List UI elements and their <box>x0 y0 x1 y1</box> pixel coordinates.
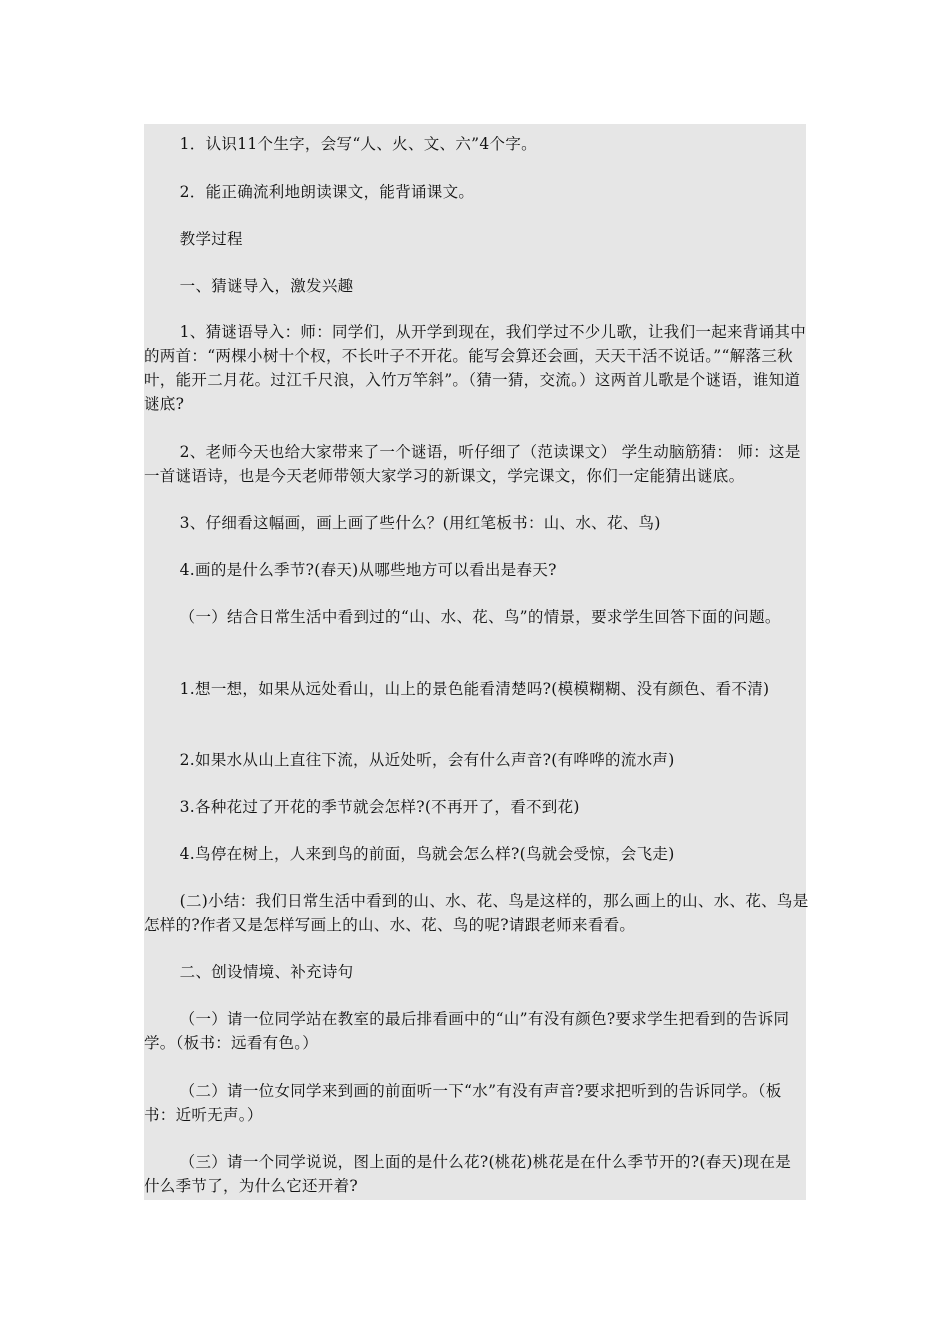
objective-2: 2．能正确流利地朗读课文，能背诵课文。 <box>179 183 475 201</box>
section-heading-riddle-intro: 一、猜谜导入，激发兴趣 <box>179 277 354 295</box>
question-flowers: 3.各种花过了开花的季节就会怎样?(不再开了，看不到花) <box>179 798 580 816</box>
section-heading-teaching-process: 教学过程 <box>179 230 243 248</box>
section-heading-create-scene: 二、创设情境、补充诗句 <box>179 963 354 981</box>
activity-water-sound: （二）请一位女同学来到画的前面听一下“水”有没有声音?要求把听到的告诉同学。（板书：近听无声。） <box>144 1082 782 1124</box>
paragraph-riddle-intro: 1、猜谜语导入：师：同学们，从开学到现在，我们学过不少儿歌，让我们一起来背诵其中的两首：“两棵小树十个杈，不长叶子不开花。能写会算还会画，天天干活不说话。”“解落三秋叶，能开二月花。过江千尺浪，入竹万竿斜”。（猜一猜，交流。）这两首儿歌是个谜语，谁知道谜底? <box>144 323 807 413</box>
paragraph-daily-life: （一）结合日常生活中看到过的“山、水、花、鸟”的情景，要求学生回答下面的问题。 <box>179 608 781 626</box>
paragraph-look-at-picture: 3、仔细看这幅画，画上画了些什么？(用红笔板书：山、水、花、鸟) <box>179 514 661 532</box>
paragraph-summary: (二)小结：我们日常生活中看到的山、水、花、鸟是这样的，那么画上的山、水、花、鸟是怎样的?作者又是怎样写画上的山、水、花、鸟的呢?请跟老师来看看。 <box>144 892 809 934</box>
activity-mountain-color: （一）请一位同学站在教室的最后排看画中的“山”有没有颜色?要求学生把看到的告诉同学。（板书：远看有色。） <box>144 1010 790 1052</box>
paragraph-season-question: 4.画的是什么季节?(春天)从哪些地方可以看出是春天? <box>179 561 557 579</box>
question-water: 2.如果水从山上直往下流，从近处听，会有什么声音?(有哗哗的流水声) <box>179 751 675 769</box>
lesson-plan-text-block <box>144 124 809 1200</box>
paragraph-teacher-riddle: 2、老师今天也给大家带来了一个谜语，听仔细了（范读课文） 学生动脑筋猜： 师：这是一首谜语诗，也是今天老师带领大家学习的新课文，学完课文，你们一定能猜出谜底。 <box>144 443 801 485</box>
objective-1: 1．认识11个生字，会写“人、火、文、六”4个字。 <box>179 135 537 153</box>
question-mountain: 1.想一想，如果从远处看山，山上的景色能看清楚吗?(模模糊糊、没有颜色、看不清) <box>179 680 770 698</box>
activity-flower-season: （三）请一个同学说说，图上面的是什么花?(桃花)桃花是在什么季节开的?(春天)现在是什么季节了，为什么它还开着? <box>144 1153 792 1195</box>
question-bird: 4.鸟停在树上，人来到鸟的前面，鸟就会怎么样?(鸟就会受惊，会飞走) <box>179 845 675 863</box>
